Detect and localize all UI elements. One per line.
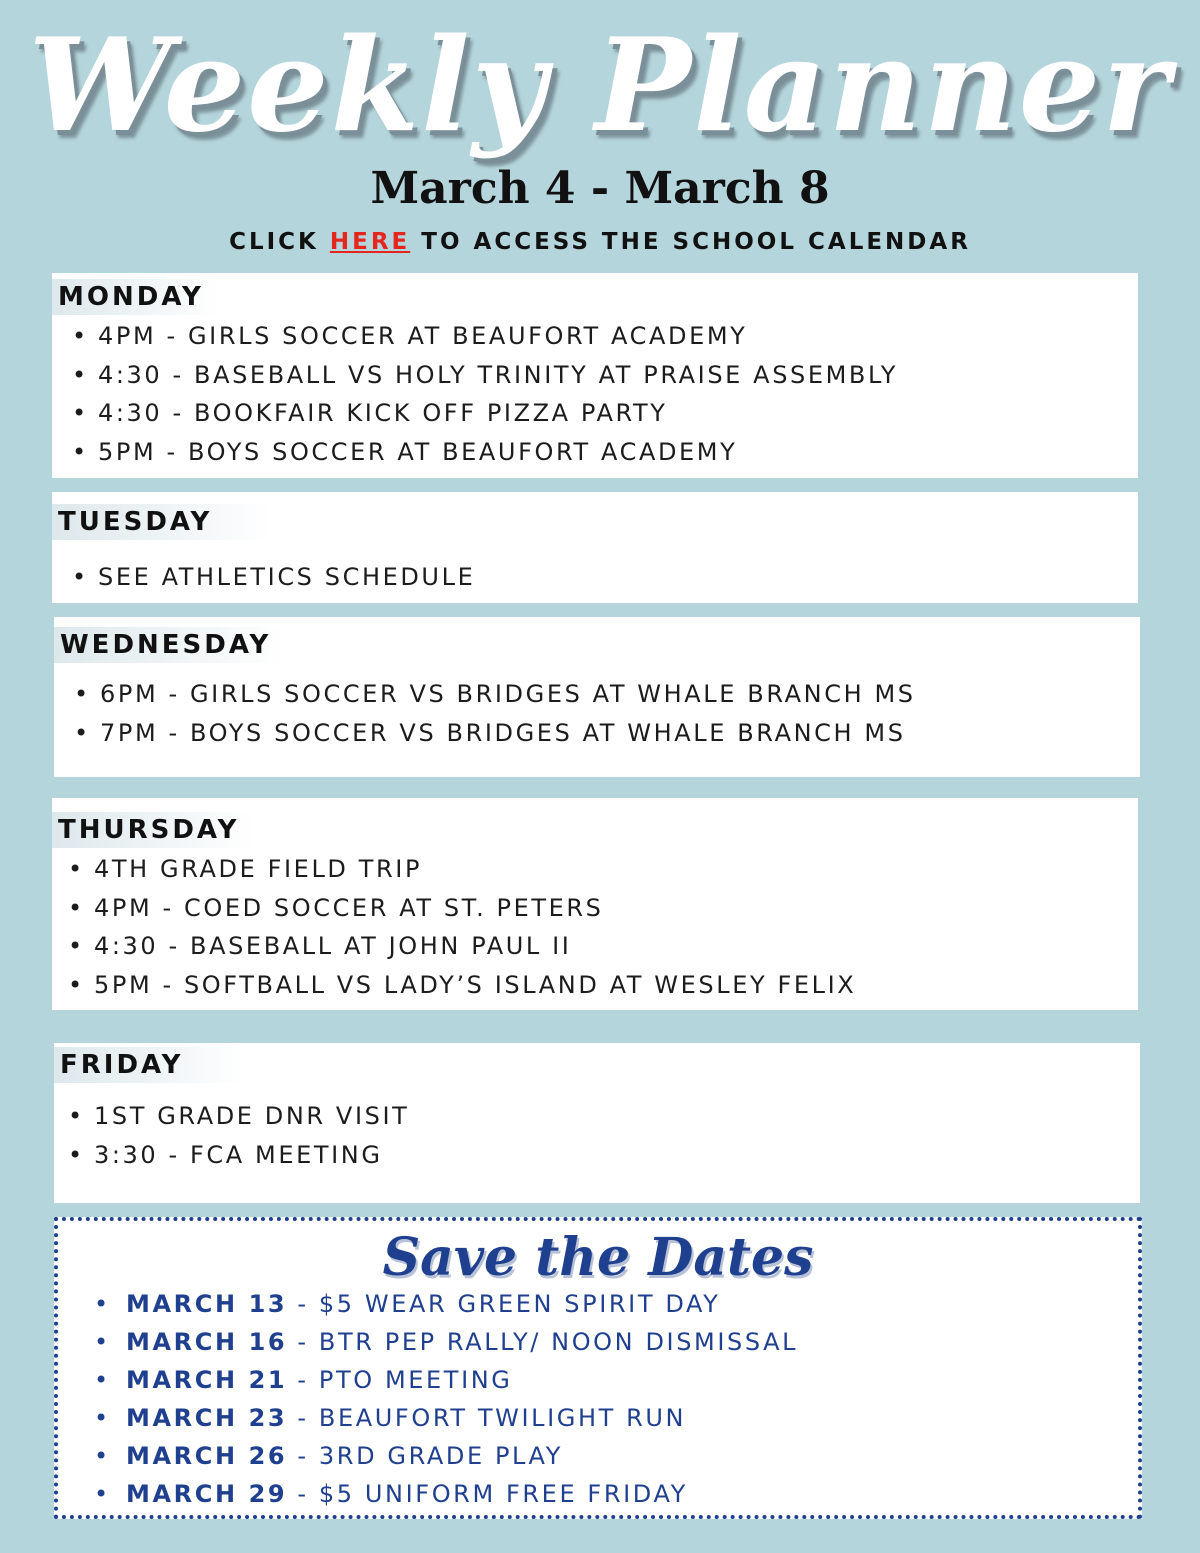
list-item: • 4TH GRADE FIELD TRIP [68,850,856,889]
day-items [68,1097,409,1174]
day-card-thursday [52,798,1138,1010]
save-date: MARCH 13 [126,1290,288,1318]
list-item: • 5PM - BOYS SOCCER AT BEAUFORT ACADEMY [72,433,898,472]
list-item: • 4PM - GIRLS SOCCER AT BEAUFORT ACADEMY [72,317,898,356]
save-event: - BEAUFORT TWILIGHT RUN [287,1404,687,1432]
calendar-link-line [0,226,1200,258]
save-the-dates-list [94,1285,798,1513]
list-item: • SEE ATHLETICS SCHEDULE [72,558,475,597]
save-date: MARCH 29 [126,1480,288,1508]
day-items [72,558,475,597]
list-item: • 3:30 - FCA MEETING [68,1136,409,1175]
save-event: - $5 UNIFORM FREE FRIDAY [287,1480,688,1508]
date-range: March 4 - March 8 [370,163,830,214]
day-card-wednesday [54,617,1140,777]
save-the-dates-box [54,1217,1142,1519]
save-the-dates-title: Save the Dates [382,1227,814,1288]
calendar-suffix: TO ACCESS THE SCHOOL CALENDAR [410,229,971,255]
save-event: - PTO MEETING [287,1366,513,1394]
list-item [94,1361,798,1399]
save-event: - $5 WEAR GREEN SPIRIT DAY [287,1290,721,1318]
save-date: MARCH 23 [126,1404,288,1432]
list-item: • 6PM - GIRLS SOCCER VS BRIDGES AT WHALE BRANCH MS [74,675,916,714]
list-item: • 4:30 - BASEBALL AT JOHN PAUL II [68,927,856,966]
day-heading: FRIDAY [54,1047,244,1083]
list-item: • 4PM - COED SOCCER AT ST. PETERS [68,889,856,928]
save-event: - 3RD GRADE PLAY [287,1442,563,1470]
list-item: • 4:30 - BOOKFAIR KICK OFF PIZZA PARTY [72,394,898,433]
list-item: • 1ST GRADE DNR VISIT [68,1097,409,1136]
day-card-friday [54,1043,1140,1203]
list-item [94,1285,798,1323]
day-card-monday [52,273,1138,478]
page-title: Weekly Planner [28,11,1172,161]
list-item [94,1437,798,1475]
day-items [72,317,898,471]
save-date: MARCH 21 [126,1366,288,1394]
save-date: MARCH 26 [126,1442,288,1470]
day-items [74,675,916,752]
save-date: MARCH 16 [126,1328,288,1356]
save-event: - BTR PEP RALLY/ NOON DISMISSAL [287,1328,799,1356]
day-heading: WEDNESDAY [54,627,285,663]
list-item [94,1323,798,1361]
list-item [94,1475,798,1513]
calendar-prefix: CLICK [229,229,330,255]
day-heading: TUESDAY [52,504,272,540]
list-item: • 5PM - SOFTBALL VS LADY’S ISLAND AT WESLEY FELIX [68,966,856,1005]
day-card-tuesday [52,492,1138,603]
school-calendar-link[interactable]: HERE [329,229,411,255]
list-item: • 4:30 - BASEBALL VS HOLY TRINITY AT PRAISE ASSEMBLY [72,356,898,395]
list-item: • 7PM - BOYS SOCCER VS BRIDGES AT WHALE BRANCH MS [74,714,916,753]
day-items [68,850,856,1004]
day-heading: THURSDAY [52,812,253,848]
list-item [94,1399,798,1437]
day-heading: MONDAY [52,279,218,315]
